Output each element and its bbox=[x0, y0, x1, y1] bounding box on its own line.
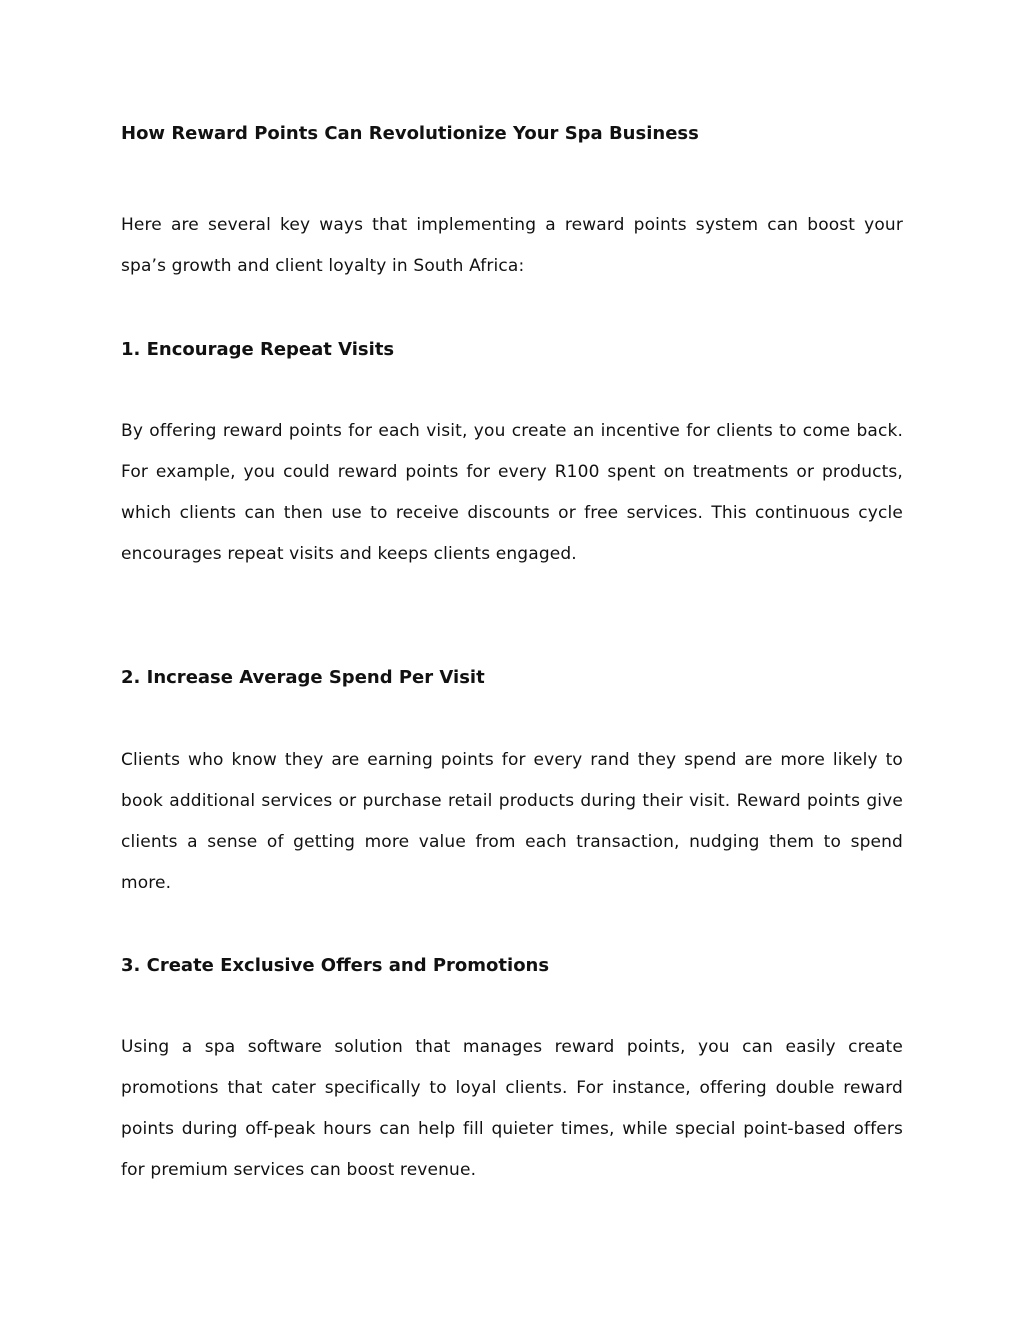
document-title: How Reward Points Can Revolutionize Your Spa Business bbox=[121, 123, 699, 144]
section-body-exclusive-offers: Using a spa software solution that manages reward points, you can easily create promotions that cater specifically to loyal clients. For instance, offering double reward points during off-peak hours can help fill quieter times, while special point-based offers for premium services can boost revenue. bbox=[121, 1037, 903, 1180]
section-body-repeat-visits: By offering reward points for each visit, you create an incentive for clients to come back. For example, you could reward points for every R100 spent on treatments or products, which clients can then use to receive discounts or free services. This continuous cycle encourages repeat visits and keeps clients engaged. bbox=[121, 421, 903, 564]
intro-paragraph: Here are several key ways that implementing a reward points system can boost your spa’s growth and client loyalty in South Africa: bbox=[121, 215, 903, 276]
section-heading-exclusive-offers: 3. Create Exclusive Offers and Promotions bbox=[121, 955, 550, 976]
section-heading-average-spend: 2. Increase Average Spend Per Visit bbox=[121, 667, 485, 688]
section-heading-repeat-visits: 1. Encourage Repeat Visits bbox=[121, 339, 395, 360]
section-body-average-spend: Clients who know they are earning points for every rand they spend are more likely to book additional services or purchase retail products during their visit. Reward points give clients a sense of getting more value from each transaction, nudging them to spend more. bbox=[121, 750, 903, 893]
